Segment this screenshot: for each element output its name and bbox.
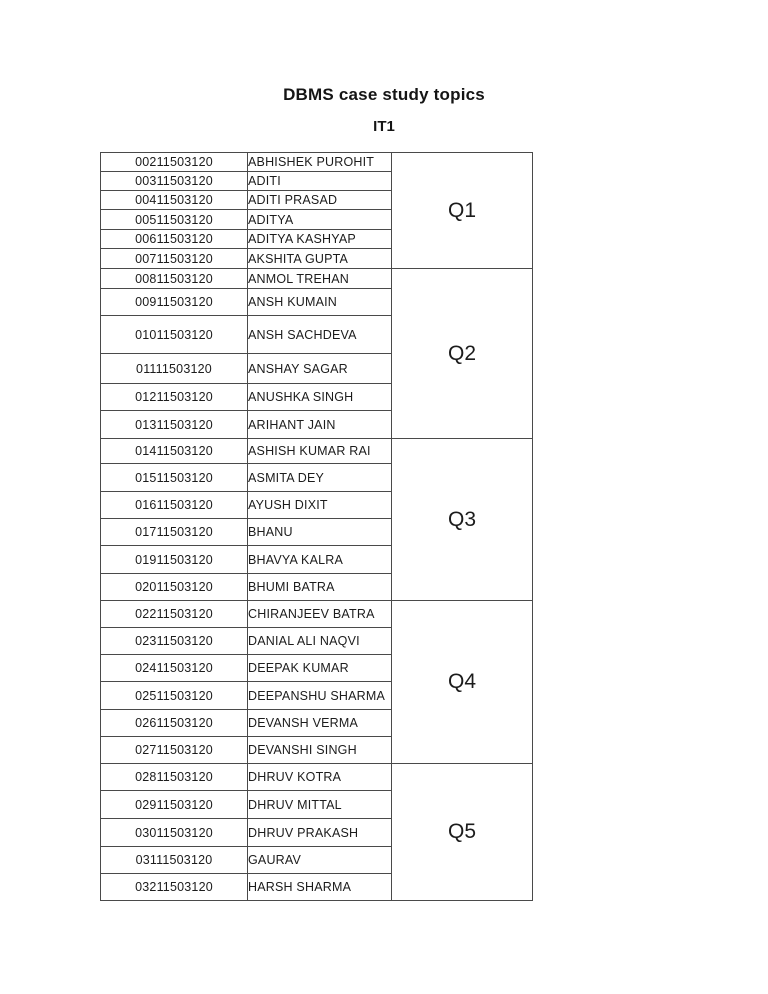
student-name-cell: DEEPAK KUMAR — [248, 655, 392, 682]
document-title: DBMS case study topics — [283, 85, 485, 104]
table-row — [101, 269, 533, 289]
student-id-cell: 01611503120 — [101, 492, 248, 519]
student-id-cell: 01111503120 — [101, 354, 248, 384]
student-name-cell: ADITYA — [248, 210, 392, 230]
student-name-cell: CHIRANJEEV BATRA — [248, 601, 392, 628]
question-cell: Q1 — [392, 153, 533, 269]
student-id-cell: 00411503120 — [101, 191, 248, 210]
student-id-cell: 02611503120 — [101, 710, 248, 737]
student-name-cell: ADITI — [248, 172, 392, 191]
student-name-cell: DHRUV KOTRA — [248, 764, 392, 791]
student-id-cell: 01211503120 — [101, 384, 248, 411]
student-id-cell: 02211503120 — [101, 601, 248, 628]
student-name-cell: ANSHAY SAGAR — [248, 354, 392, 384]
student-name-cell: ANUSHKA SINGH — [248, 384, 392, 411]
student-id-cell: 01011503120 — [101, 316, 248, 354]
table-row — [101, 764, 533, 791]
student-name-cell: ARIHANT JAIN — [248, 411, 392, 439]
student-id-cell: 02311503120 — [101, 628, 248, 655]
student-id-cell: 00211503120 — [101, 153, 248, 172]
student-id-cell: 03211503120 — [101, 874, 248, 901]
student-name-cell: BHUMI BATRA — [248, 574, 392, 601]
case-study-topics-table — [100, 152, 533, 901]
student-name-cell: ABHISHEK PUROHIT — [248, 153, 392, 172]
student-name-cell: DEVANSHI SINGH — [248, 737, 392, 764]
table-row — [101, 153, 533, 172]
student-name-cell: AYUSH DIXIT — [248, 492, 392, 519]
question-cell: Q5 — [392, 764, 533, 901]
student-name-cell: BHAVYA KALRA — [248, 546, 392, 574]
student-name-cell: ANSH SACHDEVA — [248, 316, 392, 354]
student-id-cell: 01911503120 — [101, 546, 248, 574]
student-id-cell: 02811503120 — [101, 764, 248, 791]
question-cell: Q4 — [392, 601, 533, 764]
student-name-cell: GAURAV — [248, 847, 392, 874]
student-name-cell: ANSH KUMAIN — [248, 289, 392, 316]
student-name-cell: ANMOL TREHAN — [248, 269, 392, 289]
student-id-cell: 00611503120 — [101, 230, 248, 249]
student-name-cell: ADITYA KASHYAP — [248, 230, 392, 249]
student-id-cell: 02411503120 — [101, 655, 248, 682]
question-cell: Q3 — [392, 439, 533, 601]
student-name-cell: DHRUV PRAKASH — [248, 819, 392, 847]
student-name-cell: DANIAL ALI NAQVI — [248, 628, 392, 655]
student-id-cell: 03011503120 — [101, 819, 248, 847]
student-name-cell: HARSH SHARMA — [248, 874, 392, 901]
question-cell: Q2 — [392, 269, 533, 439]
student-id-cell: 02911503120 — [101, 791, 248, 819]
student-name-cell: ASHISH KUMAR RAI — [248, 439, 392, 464]
student-id-cell: 01411503120 — [101, 439, 248, 464]
student-id-cell: 00911503120 — [101, 289, 248, 316]
student-name-cell: DEEPANSHU SHARMA — [248, 682, 392, 710]
student-id-cell: 01311503120 — [101, 411, 248, 439]
student-id-cell: 02711503120 — [101, 737, 248, 764]
student-name-cell: BHANU — [248, 519, 392, 546]
student-id-cell: 00811503120 — [101, 269, 248, 289]
student-id-cell: 02011503120 — [101, 574, 248, 601]
student-id-cell: 01711503120 — [101, 519, 248, 546]
student-name-cell: ADITI PRASAD — [248, 191, 392, 210]
table-row — [101, 601, 533, 628]
student-id-cell: 00311503120 — [101, 172, 248, 191]
student-id-cell: 03111503120 — [101, 847, 248, 874]
table-row — [101, 439, 533, 464]
student-id-cell: 02511503120 — [101, 682, 248, 710]
section-label: IT1 — [373, 118, 395, 135]
student-id-cell: 00711503120 — [101, 249, 248, 269]
student-id-cell: 01511503120 — [101, 464, 248, 492]
student-name-cell: AKSHITA GUPTA — [248, 249, 392, 269]
student-name-cell: ASMITA DEY — [248, 464, 392, 492]
student-name-cell: DEVANSH VERMA — [248, 710, 392, 737]
student-id-cell: 00511503120 — [101, 210, 248, 230]
student-name-cell: DHRUV MITTAL — [248, 791, 392, 819]
